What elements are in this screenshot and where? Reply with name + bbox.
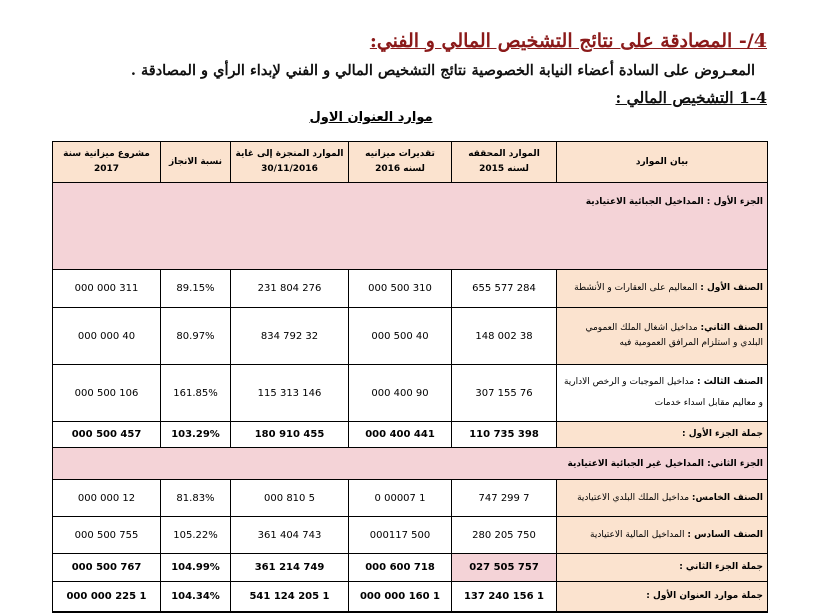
cell-rate: 81.83% — [161, 480, 231, 517]
cell-realized-to-date: 743 404 361 — [231, 517, 349, 554]
cell-project-2017: 40 000 000 — [53, 308, 161, 365]
cell-estimates-2016: 1 00007 0 — [349, 480, 452, 517]
section-row — [53, 183, 768, 270]
cell-realized-to-date: 749 214 361 — [231, 554, 349, 582]
grand-total-label: جملة موارد العنوان الأول : — [557, 582, 768, 612]
row-label — [557, 517, 768, 554]
cell-realized-to-date: 1 205 124 541 — [231, 582, 349, 612]
row-label — [557, 270, 768, 308]
cell-project-2017: 755 500 000 — [53, 517, 161, 554]
grand-total-row — [53, 582, 768, 612]
cell-estimates-2016: 310 500 000 — [349, 270, 452, 308]
row-lead: الصنف السادس : — [687, 529, 763, 540]
cell-rate: 89.15% — [161, 270, 231, 308]
cell-rate: 104.99% — [161, 554, 231, 582]
cell-project-2017: 311 000 000 — [53, 270, 161, 308]
row-label — [557, 365, 768, 422]
cell-estimates-2016: 718 600 000 — [349, 554, 452, 582]
cell-realized-to-date: 5 810 000 — [231, 480, 349, 517]
cell-rate: 105.22% — [161, 517, 231, 554]
subheading: 1-4 التشخيص المالي : — [615, 88, 767, 107]
row-label — [557, 308, 768, 365]
row-label-text: مداخيل الملك البلدي الاعتيادية — [577, 492, 690, 503]
row-label-line-2: و معاليم مقابل اسداء خدمات — [654, 398, 763, 408]
header-item: بيان الموارد — [557, 142, 768, 183]
cell-realized-2015: 750 205 280 — [452, 517, 557, 554]
cell-realized-to-date: 146 313 115 — [231, 365, 349, 422]
table-row — [53, 517, 768, 554]
cell-rate: 104.34% — [161, 582, 231, 612]
cell-realized-2015: 1 156 240 137 — [452, 582, 557, 612]
total-label: جملة الجزء الثاني : — [557, 554, 768, 582]
cell-realized-2015: 398 735 110 — [452, 422, 557, 448]
total-label: جملة الجزء الأول : — [557, 422, 768, 448]
cell-project-2017: 767 500 000 — [53, 554, 161, 582]
row-lead: الصنف الثاني: — [700, 323, 763, 333]
table-row — [53, 480, 768, 517]
cell-estimates-2016: 90 400 000 — [349, 365, 452, 422]
row-label-text: مداخيل اشغال الملك العمومي البلدي و استلزام المرافق العمومية فيه — [585, 323, 763, 348]
cell-project-2017: 106 500 000 — [53, 365, 161, 422]
header-rate: نسبة الانجاز — [161, 142, 231, 183]
section-title: الجزء الأول : المداخيل الجبائية الاعتيادية — [53, 183, 768, 270]
resources-table — [52, 141, 768, 613]
row-label — [557, 480, 768, 517]
header-estimates-2016: تقديرات ميزانيه لسنه 2016 — [349, 142, 452, 183]
cell-rate: 80.97% — [161, 308, 231, 365]
header-realized-2015: الموارد المحققه لسنه 2015 — [452, 142, 557, 183]
row-label-text: المداخيل المالية الاعتيادية — [590, 529, 685, 540]
row-lead: الصنف الأول : — [700, 283, 763, 293]
row-lead: الصنف الثالث : — [696, 377, 763, 387]
row-label-text: المعاليم على العقارات و الأنشطة — [574, 283, 698, 293]
section-row — [53, 448, 768, 480]
table-row — [53, 270, 768, 308]
cell-realized-to-date: 276 804 231 — [231, 270, 349, 308]
table-caption: موارد العنوان الاول — [309, 110, 433, 125]
header-row — [53, 142, 768, 183]
cell-estimates-2016: 40 500 000 — [349, 308, 452, 365]
total-row — [53, 554, 768, 582]
cell-project-2017: 457 500 000 — [53, 422, 161, 448]
cell-realized-to-date: 455 910 180 — [231, 422, 349, 448]
total-row — [53, 422, 768, 448]
row-lead: الصنف الخامس: — [691, 492, 763, 503]
header-realized-to-date: الموارد المنجزة إلى غاية 30/11/2016 — [231, 142, 349, 183]
row-label-text: مداخيل الموجبات و الرخص الادارية — [563, 377, 695, 387]
cell-project-2017: 1 225 000 000 — [53, 582, 161, 612]
cell-estimates-2016: 1 160 000 000 — [349, 582, 452, 612]
cell-estimates-2016: 500 000117 — [349, 517, 452, 554]
section-heading: 4/- المصادقة على نتائج التشخيص المالي و الفني: — [369, 30, 767, 52]
cell-realized-2015: 7 299 747 — [452, 480, 557, 517]
table-row — [53, 365, 768, 422]
cell-realized-2015: 757 505 027 — [452, 554, 557, 582]
table-row — [53, 308, 768, 365]
row-label-line — [561, 375, 763, 390]
cell-rate: 103.29% — [161, 422, 231, 448]
cell-realized-to-date: 32 792 834 — [231, 308, 349, 365]
cell-rate: 161.85% — [161, 365, 231, 422]
section-title: الجزء الثاني: المداخيل غير الجبائية الاعتيادية — [53, 448, 768, 480]
cell-realized-2015: 284 577 655 — [452, 270, 557, 308]
cell-project-2017: 12 000 000 — [53, 480, 161, 517]
intro-paragraph: المعـروض على السادة أعضاء النيابة الخصوصية نتائج التشخيص المالي و الفني لإبداء الرأي و المصادقة . — [130, 62, 755, 79]
header-project-2017: مشروع ميزانية سنة 2017 — [53, 142, 161, 183]
cell-realized-2015: 76 155 307 — [452, 365, 557, 422]
cell-estimates-2016: 441 400 000 — [349, 422, 452, 448]
cell-realized-2015: 38 002 148 — [452, 308, 557, 365]
